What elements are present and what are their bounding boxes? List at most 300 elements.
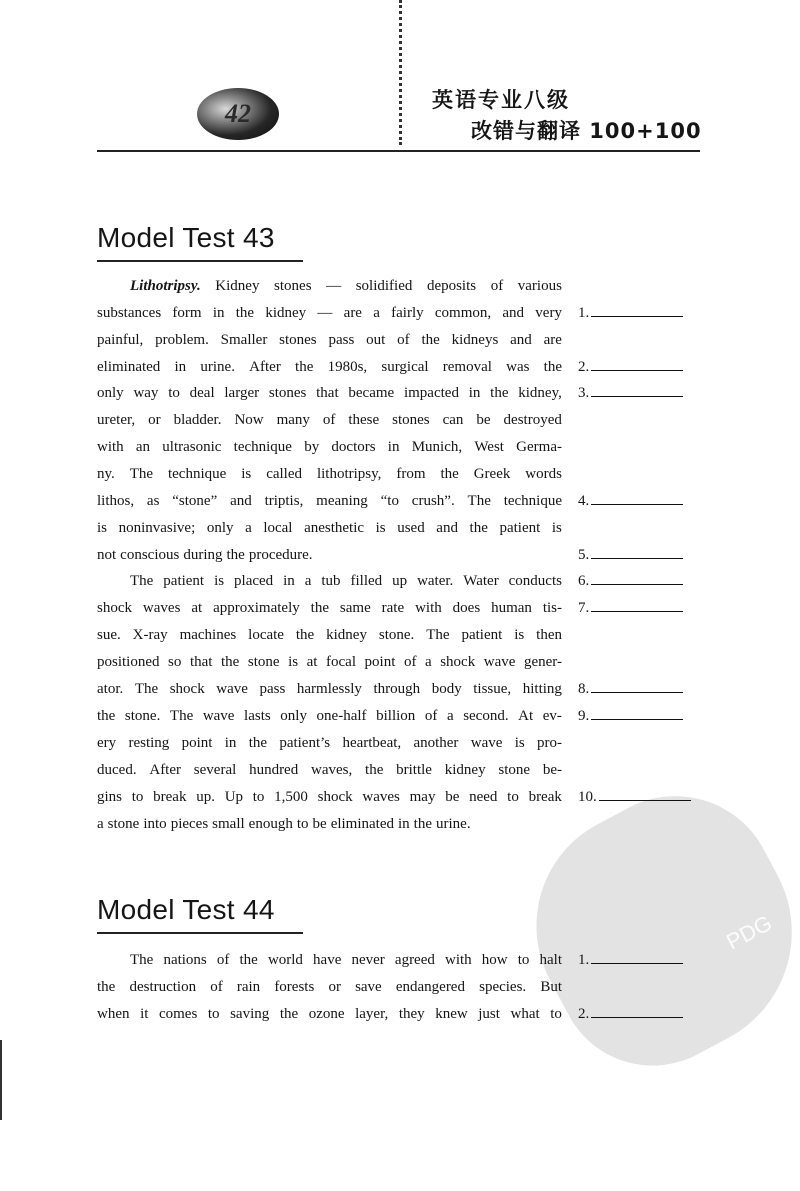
word: billion bbox=[376, 708, 416, 724]
word: Water bbox=[463, 573, 499, 589]
word: shock bbox=[97, 600, 132, 616]
word: stone. bbox=[378, 627, 415, 643]
answer-blank-2[interactable] bbox=[578, 1004, 683, 1024]
word: into bbox=[143, 816, 167, 832]
word: is bbox=[514, 627, 525, 643]
model-test-44-title: Model Test 44 bbox=[97, 894, 275, 925]
word: enough bbox=[248, 816, 293, 832]
word: larger bbox=[224, 385, 260, 401]
word: in bbox=[398, 816, 410, 832]
word: only bbox=[206, 520, 234, 536]
word: human bbox=[491, 600, 532, 616]
answer-line[interactable] bbox=[599, 787, 691, 801]
word: the bbox=[490, 385, 509, 401]
word: and bbox=[502, 305, 525, 321]
word: filled bbox=[350, 573, 383, 589]
answer-blank-5[interactable] bbox=[578, 545, 683, 565]
word: stones bbox=[279, 332, 317, 348]
word: these bbox=[348, 412, 380, 428]
word: ev- bbox=[542, 708, 562, 724]
word: duced. bbox=[97, 762, 137, 778]
text-line bbox=[97, 977, 562, 997]
word: or bbox=[328, 979, 341, 995]
word: is bbox=[97, 520, 108, 536]
word: an bbox=[135, 439, 151, 455]
word: noninvasive; bbox=[118, 520, 196, 536]
word: deposits bbox=[426, 278, 477, 294]
text-line bbox=[97, 787, 562, 807]
word: in bbox=[387, 439, 400, 455]
answer-blank-10[interactable] bbox=[578, 787, 691, 807]
word: to bbox=[252, 789, 265, 805]
word: the bbox=[469, 520, 488, 536]
word: in bbox=[174, 359, 187, 375]
page-number-badge bbox=[197, 88, 279, 140]
word: the bbox=[413, 816, 432, 832]
text-line bbox=[97, 733, 562, 753]
word: only bbox=[97, 385, 124, 401]
word: Munich, bbox=[411, 439, 463, 455]
word: the bbox=[239, 952, 258, 968]
word: when bbox=[97, 1006, 130, 1022]
word: nations bbox=[163, 952, 207, 968]
word: waves bbox=[142, 600, 181, 616]
answer-number: 6. bbox=[578, 573, 590, 589]
word: the bbox=[295, 627, 315, 643]
answer-line[interactable] bbox=[591, 1004, 683, 1018]
word: triptis, bbox=[264, 493, 304, 509]
word: conscious bbox=[120, 547, 180, 563]
word: stones bbox=[268, 385, 307, 401]
text-line bbox=[97, 464, 562, 484]
word: called bbox=[266, 466, 302, 482]
word: gins bbox=[97, 789, 123, 805]
text-line bbox=[97, 760, 562, 780]
word: stone bbox=[107, 816, 140, 832]
word: another bbox=[413, 735, 459, 751]
word: The bbox=[130, 952, 154, 968]
word: the bbox=[365, 762, 384, 778]
answer-number: 5. bbox=[578, 547, 590, 563]
word: never bbox=[351, 952, 385, 968]
word: the bbox=[310, 600, 329, 616]
word: wave bbox=[216, 681, 248, 697]
word: to bbox=[207, 1006, 220, 1022]
word: several bbox=[193, 762, 237, 778]
answer-number: 1. bbox=[578, 305, 590, 321]
answer-line[interactable] bbox=[591, 950, 683, 964]
word: shock bbox=[440, 654, 476, 670]
word: the bbox=[421, 332, 440, 348]
word: may bbox=[409, 789, 436, 805]
word: same bbox=[339, 600, 371, 616]
word: a bbox=[424, 654, 432, 670]
word: then bbox=[536, 627, 562, 643]
word: rate bbox=[381, 600, 405, 616]
word: meaning bbox=[316, 493, 368, 509]
word: be bbox=[445, 789, 460, 805]
word: point bbox=[364, 654, 396, 670]
word: in bbox=[468, 385, 481, 401]
answer-number: 7. bbox=[578, 600, 590, 616]
word: a bbox=[304, 573, 312, 589]
word: The bbox=[134, 681, 159, 697]
word: technique bbox=[233, 439, 292, 455]
word: At bbox=[518, 708, 534, 724]
word: water. bbox=[417, 573, 454, 589]
model-test-44-rule bbox=[97, 932, 303, 934]
word: became bbox=[348, 385, 395, 401]
text-line bbox=[97, 679, 562, 699]
answer-line[interactable] bbox=[591, 491, 683, 505]
answer-blank-1[interactable] bbox=[578, 950, 683, 970]
word: used bbox=[397, 520, 425, 536]
word: from bbox=[396, 466, 426, 482]
word: 1,500 bbox=[274, 789, 308, 805]
word: with bbox=[444, 952, 472, 968]
word: X-ray bbox=[132, 627, 168, 643]
word: with bbox=[415, 600, 442, 616]
word: But bbox=[540, 979, 562, 995]
word: in bbox=[283, 573, 295, 589]
word: the bbox=[220, 654, 240, 670]
scan-edge-mark bbox=[0, 1040, 2, 1120]
word: with bbox=[97, 439, 124, 455]
word: crush”. bbox=[411, 493, 455, 509]
word: pass bbox=[259, 681, 286, 697]
word: is bbox=[514, 735, 525, 751]
word: to bbox=[507, 789, 519, 805]
word: forests bbox=[274, 979, 315, 995]
answer-blank-1[interactable] bbox=[578, 303, 683, 323]
word: the bbox=[295, 359, 314, 375]
word: pro- bbox=[537, 735, 562, 751]
word: is bbox=[288, 654, 299, 670]
answer-number: 2. bbox=[578, 1006, 590, 1022]
word: tissue, bbox=[473, 681, 512, 697]
word: heartbeat, bbox=[342, 735, 402, 751]
answer-blank-4[interactable] bbox=[578, 491, 683, 511]
word: West bbox=[474, 439, 504, 455]
answer-number: 2. bbox=[578, 359, 590, 375]
word: to bbox=[296, 816, 309, 832]
word: are bbox=[543, 332, 562, 348]
word: is bbox=[214, 573, 225, 589]
word: patient bbox=[499, 520, 541, 536]
word: way bbox=[133, 385, 159, 401]
word: need bbox=[469, 789, 498, 805]
word: impacted bbox=[403, 385, 459, 401]
word: gener- bbox=[523, 654, 562, 670]
word: bladder. bbox=[173, 412, 222, 428]
word: the bbox=[97, 708, 116, 724]
word: hitting bbox=[522, 681, 562, 697]
word: — bbox=[326, 278, 342, 294]
word: eliminated bbox=[330, 816, 394, 832]
word: by bbox=[304, 439, 320, 455]
word: is bbox=[375, 520, 386, 536]
word: solidified bbox=[355, 278, 413, 294]
word: stone. bbox=[124, 708, 161, 724]
word: kidneys bbox=[451, 332, 499, 348]
word: kidney bbox=[265, 305, 307, 321]
watermark-label: PDG bbox=[722, 910, 776, 955]
text-line bbox=[97, 625, 562, 645]
word: Up bbox=[224, 789, 244, 805]
word: resting bbox=[128, 735, 170, 751]
answer-number: 8. bbox=[578, 681, 590, 697]
word: in bbox=[224, 735, 237, 751]
word: it bbox=[140, 1006, 149, 1022]
word: of bbox=[397, 332, 410, 348]
word: break bbox=[153, 789, 187, 805]
answer-line[interactable] bbox=[591, 571, 683, 585]
word: local bbox=[263, 520, 293, 536]
word: halt bbox=[539, 952, 562, 968]
word: they bbox=[398, 1006, 425, 1022]
word: eliminated bbox=[97, 359, 161, 375]
word: focal bbox=[326, 654, 356, 670]
word: rain bbox=[236, 979, 261, 995]
word: to bbox=[168, 385, 180, 401]
answer-line[interactable] bbox=[591, 679, 683, 693]
model-test-43-title: Model Test 43 bbox=[97, 222, 275, 253]
word: patient’s bbox=[279, 735, 331, 751]
word: locate bbox=[248, 627, 284, 643]
word: Smaller bbox=[220, 332, 268, 348]
word: be- bbox=[542, 762, 562, 778]
word: painful, bbox=[97, 332, 144, 348]
word: waves, bbox=[311, 762, 353, 778]
word: out bbox=[366, 332, 386, 348]
answer-blank-9[interactable] bbox=[578, 706, 683, 726]
word: agreed bbox=[394, 952, 435, 968]
word: so bbox=[168, 654, 182, 670]
word: waves bbox=[362, 789, 400, 805]
word: tub bbox=[321, 573, 341, 589]
text-line bbox=[97, 330, 562, 350]
word: patient bbox=[163, 573, 205, 589]
word: break bbox=[528, 789, 562, 805]
word: conducts bbox=[508, 573, 562, 589]
word: that bbox=[189, 654, 213, 670]
word: the bbox=[97, 979, 116, 995]
word: of bbox=[216, 952, 230, 968]
word: fairly bbox=[391, 305, 424, 321]
word: of bbox=[490, 278, 504, 294]
word: ery bbox=[97, 735, 117, 751]
word: ny. bbox=[97, 466, 115, 482]
text-line bbox=[97, 652, 562, 672]
text-line bbox=[97, 598, 562, 618]
word: be bbox=[312, 816, 327, 832]
answer-line[interactable] bbox=[591, 383, 683, 397]
answer-number: 9. bbox=[578, 708, 590, 724]
word: is bbox=[551, 520, 562, 536]
word: tis- bbox=[542, 600, 562, 616]
word: destruction bbox=[129, 979, 197, 995]
word: a bbox=[97, 816, 104, 832]
word: stone bbox=[247, 654, 280, 670]
word: ator. bbox=[97, 681, 124, 697]
word: Germa- bbox=[516, 439, 562, 455]
word: Greek bbox=[473, 466, 511, 482]
word: can bbox=[442, 412, 464, 428]
word: ozone bbox=[308, 1006, 345, 1022]
word: wave bbox=[470, 735, 503, 751]
word: in bbox=[212, 305, 225, 321]
word: are bbox=[343, 305, 362, 321]
word: positioned bbox=[97, 654, 160, 670]
word: anesthetic bbox=[304, 520, 365, 536]
word: deal bbox=[189, 385, 215, 401]
word: just bbox=[478, 1006, 500, 1022]
word: second. bbox=[463, 708, 509, 724]
word: and bbox=[510, 332, 532, 348]
word: procedure. bbox=[248, 547, 313, 563]
word: the bbox=[248, 735, 268, 751]
word: only bbox=[280, 708, 307, 724]
word: kidney, bbox=[518, 385, 562, 401]
word: point bbox=[181, 735, 213, 751]
word: After bbox=[249, 359, 281, 375]
word: harmlessly bbox=[296, 681, 362, 697]
answer-line[interactable] bbox=[591, 545, 683, 559]
word: common, bbox=[434, 305, 492, 321]
answer-number: 4. bbox=[578, 493, 590, 509]
word: 1980s, bbox=[327, 359, 368, 375]
word: wave bbox=[483, 654, 516, 670]
word: at bbox=[191, 600, 203, 616]
answer-line[interactable] bbox=[591, 598, 683, 612]
word: urine. bbox=[436, 816, 471, 832]
answer-blank-8[interactable] bbox=[578, 679, 683, 699]
word: world bbox=[267, 952, 303, 968]
word: be bbox=[476, 412, 491, 428]
word: saving bbox=[230, 1006, 270, 1022]
model-test-43-rule bbox=[97, 260, 303, 262]
book-title-line-1: 英语专业八级 bbox=[432, 88, 570, 112]
word: The bbox=[426, 627, 450, 643]
word: pieces bbox=[170, 816, 209, 832]
answer-line[interactable] bbox=[591, 357, 683, 371]
word: of bbox=[424, 708, 438, 724]
word: through bbox=[373, 681, 421, 697]
word: shock bbox=[169, 681, 205, 697]
word: and bbox=[436, 520, 458, 536]
word: does bbox=[452, 600, 481, 616]
word: the bbox=[440, 466, 459, 482]
answer-blank-2[interactable] bbox=[578, 357, 683, 377]
word: layer, bbox=[355, 1006, 389, 1022]
word: various bbox=[517, 278, 562, 294]
word: form bbox=[172, 305, 202, 321]
word: that bbox=[316, 385, 339, 401]
text-line bbox=[97, 706, 562, 726]
word: how bbox=[481, 952, 508, 968]
word: technique bbox=[167, 466, 227, 482]
word: stone bbox=[498, 762, 531, 778]
answer-number: 10. bbox=[578, 789, 597, 805]
answer-line[interactable] bbox=[591, 706, 683, 720]
word: approximately bbox=[213, 600, 300, 616]
word: ultrasonic bbox=[162, 439, 222, 455]
word: doctors bbox=[331, 439, 376, 455]
word: knew bbox=[435, 1006, 468, 1022]
word: a bbox=[245, 520, 252, 536]
answer-line[interactable] bbox=[591, 303, 683, 317]
word: placed bbox=[234, 573, 274, 589]
word: the bbox=[543, 359, 562, 375]
word: pass bbox=[328, 332, 355, 348]
word: to bbox=[517, 952, 530, 968]
book-title-line-2: 改错与翻译 100+100 bbox=[471, 119, 702, 143]
header-dotted-divider bbox=[399, 0, 402, 145]
word: ureter, bbox=[97, 412, 136, 428]
word: patient bbox=[461, 627, 503, 643]
word: a bbox=[373, 305, 380, 321]
word: substances bbox=[97, 305, 162, 321]
word: kidney bbox=[444, 762, 486, 778]
word: the bbox=[279, 1006, 299, 1022]
word: the bbox=[226, 547, 245, 563]
text-line bbox=[130, 571, 562, 591]
word: wave bbox=[202, 708, 235, 724]
word: shock bbox=[317, 789, 353, 805]
word: at bbox=[306, 654, 318, 670]
text-line bbox=[97, 518, 562, 538]
word: Now bbox=[234, 412, 264, 428]
answer-blank-6[interactable] bbox=[578, 571, 683, 591]
text-line bbox=[97, 491, 562, 511]
word: one-half bbox=[316, 708, 367, 724]
text-line bbox=[97, 383, 562, 403]
word: what bbox=[510, 1006, 540, 1022]
word: species. bbox=[479, 979, 527, 995]
text-line bbox=[97, 357, 562, 377]
word: Lithotripsy. bbox=[130, 278, 201, 294]
word: kidney bbox=[326, 627, 367, 643]
word: up bbox=[392, 573, 408, 589]
answer-number: 1. bbox=[578, 952, 590, 968]
word: — bbox=[317, 305, 333, 321]
word: “to bbox=[380, 493, 399, 509]
word: or bbox=[148, 412, 161, 428]
word: very bbox=[535, 305, 562, 321]
word: destroyed bbox=[503, 412, 562, 428]
word: technique bbox=[503, 493, 562, 509]
word: “stone” bbox=[172, 493, 218, 509]
word: Kidney bbox=[215, 278, 260, 294]
text-line bbox=[97, 1004, 562, 1024]
word: many bbox=[276, 412, 310, 428]
word: removal bbox=[442, 359, 492, 375]
text-line bbox=[97, 303, 562, 323]
word: brittle bbox=[396, 762, 432, 778]
word: is bbox=[241, 466, 252, 482]
word: up. bbox=[196, 789, 215, 805]
text-line bbox=[97, 814, 562, 834]
answer-blank-3[interactable] bbox=[578, 383, 683, 403]
word: of bbox=[403, 654, 417, 670]
word: lithotripsy, bbox=[316, 466, 382, 482]
header-rule bbox=[97, 150, 700, 152]
answer-blank-7[interactable] bbox=[578, 598, 683, 618]
word: a bbox=[446, 708, 454, 724]
word: lasts bbox=[244, 708, 271, 724]
word: of bbox=[322, 412, 336, 428]
word: to bbox=[131, 789, 144, 805]
